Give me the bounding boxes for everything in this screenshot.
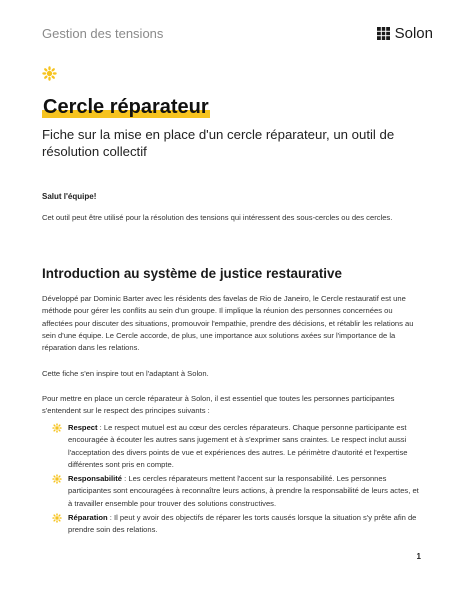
list-item: [68, 422, 423, 471]
principle-term: Réparation: [68, 513, 108, 523]
page-number: 1: [416, 552, 421, 561]
list-item: [68, 473, 423, 510]
intro-paragraph: Cet outil peut être utilisé pour la résolution des tensions qui intéressent des sous-cercles ou des cercles.: [42, 213, 393, 222]
document-subtitle: Fiche sur la mise en place d'un cercle réparateur, un outil de résolution collectif: [42, 127, 395, 159]
sun-bullet-icon: [52, 423, 62, 433]
paragraph: Développé par Dominic Barter avec les résidents des favelas de Rio de Janeiro, le Cercle restauratif est une méthode pour gérer les conflits au sein d'un groupe. Il implique la réunion des personnes concernées ou affectées pour discuter des situations, promouvoir l'empathie, prendre des décisions, et rétablir les relations au sein d'une équipe. Le Cercle accorde, de plus, une importance aux solutions axées sur l'importance de la réparation dans les relations.: [42, 294, 414, 353]
grid-logo-icon: [377, 27, 390, 40]
sun-bullet-icon: [52, 474, 62, 484]
principle-text: : Il peut y avoir des objectifs de réparer les torts causés lorsque la situation s'y prête afin de prendre soin des relations.: [68, 513, 417, 535]
principle-term: Respect: [68, 423, 98, 432]
paragraph: Cette fiche s'en inspire tout en l'adaptant à Solon.: [42, 369, 209, 378]
section-heading: Introduction au système de justice restaurative: [42, 266, 342, 281]
principle-text: : Le respect mutuel est au cœur des cercles réparateurs. Chaque personne participante est encouragée à écouter les autres sans jugement et à s'exprimer sans craintes. Le respect inclut aussi l'acceptation des divers points de vue et expériences des autres. Le périmètre d'autorité et l'expertise différentes sont pris en compte.: [68, 423, 408, 469]
brand: [377, 25, 433, 42]
header-title: Gestion des tensions: [42, 26, 164, 41]
principle-text: : Les cercles réparateurs mettent l'accent sur la responsabilité. Les personnes participantes sont encouragées à reconnaître leurs actions, à prendre la responsabilité de leurs actes, et à travailler ensemble pour trouver des solutions constructives.: [68, 474, 419, 508]
principle-term: Responsabilité: [68, 474, 123, 484]
principles-list: [68, 422, 423, 539]
document-title: Cercle réparateur: [43, 96, 209, 118]
paragraph: Pour mettre en place un cercle réparateur à Solon, il est essentiel que toutes les personnes participantes s'entendent sur le respect des principes suivants :: [42, 394, 395, 416]
brand-name: Solon: [394, 25, 433, 42]
list-item: [68, 512, 423, 537]
sun-icon: [42, 66, 57, 81]
sun-bullet-icon: [52, 513, 62, 523]
greeting: Salut l'équipe!: [42, 192, 97, 201]
